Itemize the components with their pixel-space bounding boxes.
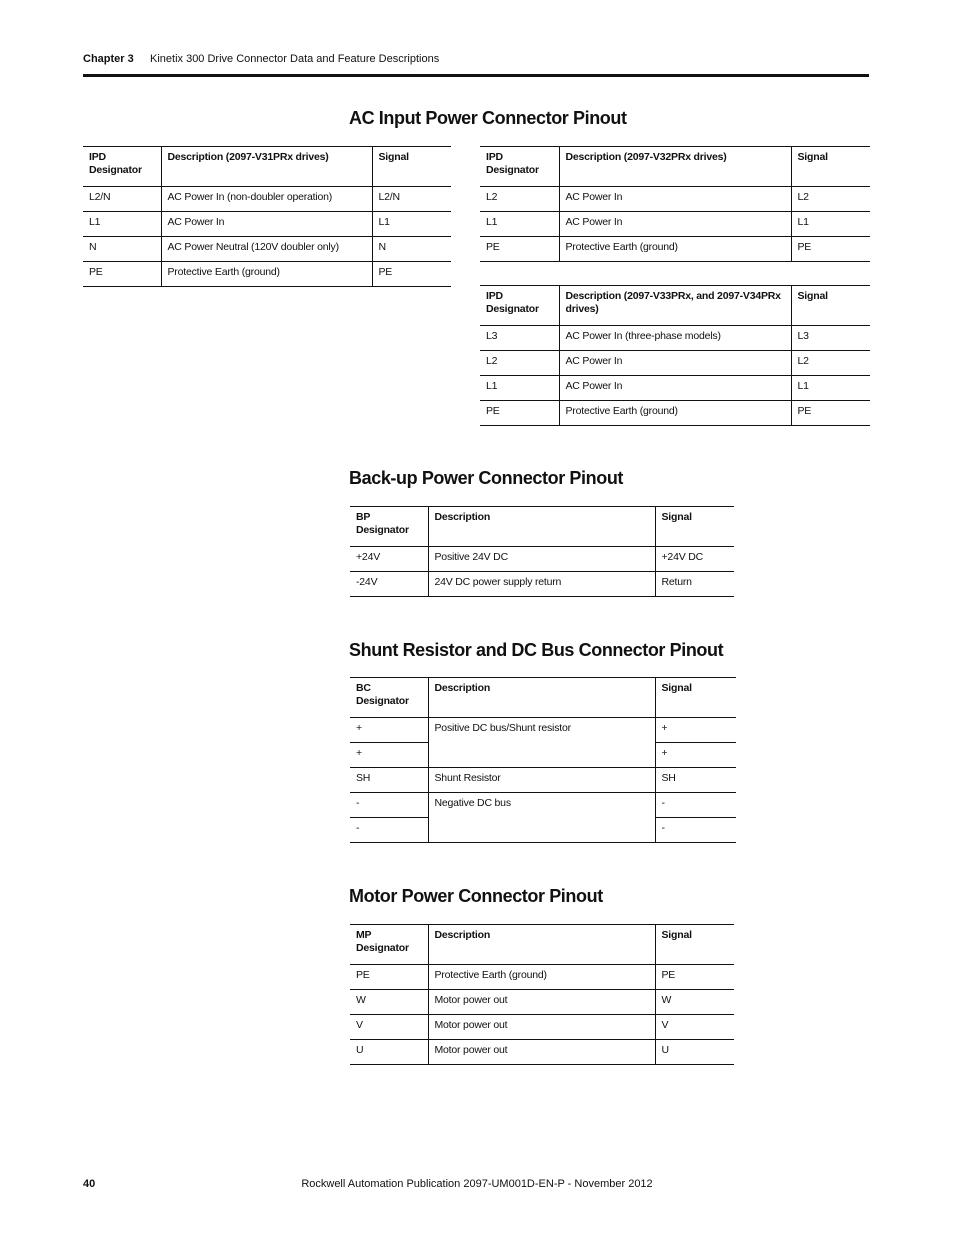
- signal-cell: PE: [791, 401, 870, 426]
- description-cell: Protective Earth (ground): [161, 262, 372, 287]
- table-row: [83, 187, 451, 212]
- signal-cell: PE: [791, 237, 870, 262]
- designator-cell: PE: [83, 262, 161, 287]
- motor-power-heading: Motor Power Connector Pinout: [349, 886, 603, 906]
- designator-cell: -24V: [350, 572, 428, 597]
- description-cell: AC Power In: [559, 187, 791, 212]
- designator-cell: -: [350, 818, 428, 843]
- designator-cell: U: [350, 1040, 428, 1065]
- signal-cell: +: [655, 743, 736, 768]
- description-cell: AC Power In (non-doubler operation): [161, 187, 372, 212]
- table-row: [480, 376, 870, 401]
- designator-cell: L1: [480, 212, 559, 237]
- col-header-description: Description: [428, 507, 655, 547]
- description-cell: Negative DC bus: [428, 793, 655, 843]
- table-row: [83, 212, 451, 237]
- publication-footer: Rockwell Automation Publication 2097-UM001D-EN-P - November 2012: [301, 1178, 653, 1190]
- designator-cell: L1: [83, 212, 161, 237]
- shunt-dc-bus-table: [350, 677, 736, 843]
- col-header-description: Description: [428, 678, 655, 718]
- table-row: [83, 262, 451, 287]
- signal-cell: -: [655, 793, 736, 818]
- signal-cell: +24V DC: [655, 547, 734, 572]
- signal-cell: V: [655, 1015, 734, 1040]
- table-row: [480, 351, 870, 376]
- designator-cell: PE: [350, 965, 428, 990]
- table-row: [480, 326, 870, 351]
- signal-cell: U: [655, 1040, 734, 1065]
- designator-cell: L2/N: [83, 187, 161, 212]
- ac-input-table-v32: [480, 146, 870, 262]
- header-rule: [83, 74, 869, 77]
- description-cell: AC Power In: [559, 212, 791, 237]
- col-header-signal: Signal: [655, 507, 734, 547]
- description-cell: AC Power In (three-phase models): [559, 326, 791, 351]
- description-cell: Protective Earth (ground): [428, 965, 655, 990]
- col-header-designator: IPD Designator: [83, 147, 161, 187]
- signal-cell: PE: [655, 965, 734, 990]
- chapter-label: Chapter 3: [83, 53, 134, 65]
- col-header-designator: BP Designator: [350, 507, 428, 547]
- description-cell: AC Power In: [559, 376, 791, 401]
- description-cell: AC Power In: [559, 351, 791, 376]
- col-header-signal: Signal: [791, 286, 870, 326]
- signal-cell: L1: [791, 212, 870, 237]
- col-header-signal: Signal: [372, 147, 451, 187]
- col-header-description: Description (2097-V33PRx, and 2097-V34PRx drives): [559, 286, 791, 326]
- table-row: [480, 401, 870, 426]
- col-header-designator: BC Designator: [350, 678, 428, 718]
- description-cell: Protective Earth (ground): [559, 401, 791, 426]
- description-cell: Positive 24V DC: [428, 547, 655, 572]
- table-row: [350, 990, 734, 1015]
- table-row: [350, 965, 734, 990]
- description-cell: Positive DC bus/Shunt resistor: [428, 718, 655, 768]
- chapter-title: Kinetix 300 Drive Connector Data and Feature Descriptions: [150, 53, 440, 65]
- col-header-signal: Signal: [655, 678, 736, 718]
- designator-cell: PE: [480, 401, 559, 426]
- table-row: [83, 237, 451, 262]
- table-row: [350, 768, 736, 793]
- table-row: [350, 1040, 734, 1065]
- signal-cell: W: [655, 990, 734, 1015]
- table-row: [480, 237, 870, 262]
- col-header-signal: Signal: [655, 925, 734, 965]
- page-number: 40: [83, 1178, 96, 1190]
- designator-cell: W: [350, 990, 428, 1015]
- designator-cell: L1: [480, 376, 559, 401]
- signal-cell: SH: [655, 768, 736, 793]
- backup-power-heading: Back-up Power Connector Pinout: [349, 468, 624, 488]
- signal-cell: -: [655, 818, 736, 843]
- col-header-designator: IPD Designator: [480, 286, 559, 326]
- designator-cell: +24V: [350, 547, 428, 572]
- signal-cell: L1: [372, 212, 451, 237]
- signal-cell: PE: [372, 262, 451, 287]
- designator-cell: +: [350, 718, 428, 743]
- description-cell: 24V DC power supply return: [428, 572, 655, 597]
- table-row: [350, 718, 736, 743]
- designator-cell: L2: [480, 187, 559, 212]
- designator-cell: L3: [480, 326, 559, 351]
- col-header-description: Description: [428, 925, 655, 965]
- table-row: [350, 793, 736, 818]
- designator-cell: L2: [480, 351, 559, 376]
- shunt-dc-bus-heading: Shunt Resistor and DC Bus Connector Pinout: [349, 640, 724, 660]
- signal-cell: Return: [655, 572, 734, 597]
- table-row: [480, 187, 870, 212]
- col-header-signal: Signal: [791, 147, 870, 187]
- designator-cell: V: [350, 1015, 428, 1040]
- description-cell: Protective Earth (ground): [559, 237, 791, 262]
- description-cell: Motor power out: [428, 1040, 655, 1065]
- col-header-description: Description (2097-V32PRx drives): [559, 147, 791, 187]
- signal-cell: L2: [791, 187, 870, 212]
- signal-cell: N: [372, 237, 451, 262]
- signal-cell: +: [655, 718, 736, 743]
- table-row: [350, 547, 734, 572]
- description-cell: Motor power out: [428, 990, 655, 1015]
- col-header-designator: IPD Designator: [480, 147, 559, 187]
- ac-input-table-v31: [83, 146, 451, 287]
- signal-cell: L1: [791, 376, 870, 401]
- motor-power-table: [350, 924, 734, 1065]
- description-cell: Shunt Resistor: [428, 768, 655, 793]
- signal-cell: L2: [791, 351, 870, 376]
- table-row: [480, 212, 870, 237]
- signal-cell: L2/N: [372, 187, 451, 212]
- col-header-description: Description (2097-V31PRx drives): [161, 147, 372, 187]
- table-row: [350, 572, 734, 597]
- designator-cell: +: [350, 743, 428, 768]
- description-cell: Motor power out: [428, 1015, 655, 1040]
- signal-cell: L3: [791, 326, 870, 351]
- ac-input-heading: AC Input Power Connector Pinout: [349, 108, 627, 128]
- ac-input-table-v33-v34: [480, 285, 870, 426]
- table-row: [350, 1015, 734, 1040]
- backup-power-table: [350, 506, 734, 597]
- designator-cell: -: [350, 793, 428, 818]
- designator-cell: PE: [480, 237, 559, 262]
- col-header-designator: MP Designator: [350, 925, 428, 965]
- description-cell: AC Power In: [161, 212, 372, 237]
- designator-cell: N: [83, 237, 161, 262]
- description-cell: AC Power Neutral (120V doubler only): [161, 237, 372, 262]
- designator-cell: SH: [350, 768, 428, 793]
